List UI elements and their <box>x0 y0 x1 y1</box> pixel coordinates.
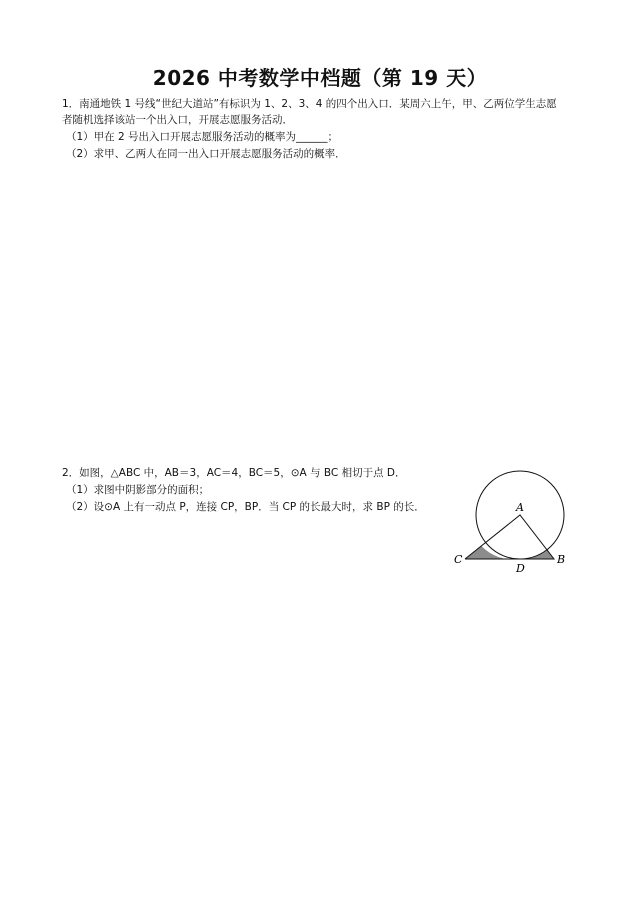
question-1-part-2: （2）求甲、乙两人在同一出入口开展志愿服务活动的概率． <box>66 148 346 160</box>
geometry-figure <box>450 468 580 580</box>
label-a: A <box>516 501 524 514</box>
shaded-region-b <box>520 550 554 559</box>
question-1-text-line-1: 1．南通地铁 1 号线“世纪大道站”有标识为 1、2、3、4 的四个出入口．某周六上午，甲、乙两位学生志愿 <box>62 98 557 110</box>
question-2-text-line-1: 2．如图，△ABC 中，AB＝3，AC＝4，BC＝5，⊙A 与 BC 相切于点 D． <box>62 467 406 479</box>
question-1-part-1: （1）甲在 2 号出入口开展志愿服务活动的概率为______； <box>66 131 339 143</box>
label-b: B <box>557 553 566 566</box>
question-2-part-2: （2）设⊙A 上有一动点 P，连接 CP，BP．当 CP 的长最大时，求 BP 的长． <box>66 501 425 513</box>
label-d: D <box>516 562 525 575</box>
page-title: 2026 中考数学中档题（第 19 天） <box>152 66 488 90</box>
question-2-part-1: （1）求图中阴影部分的面积； <box>66 484 210 496</box>
question-1-text-line-2: 者随机选择该站一个出入口，开展志愿服务活动． <box>62 114 293 126</box>
label-c: C <box>454 553 463 566</box>
